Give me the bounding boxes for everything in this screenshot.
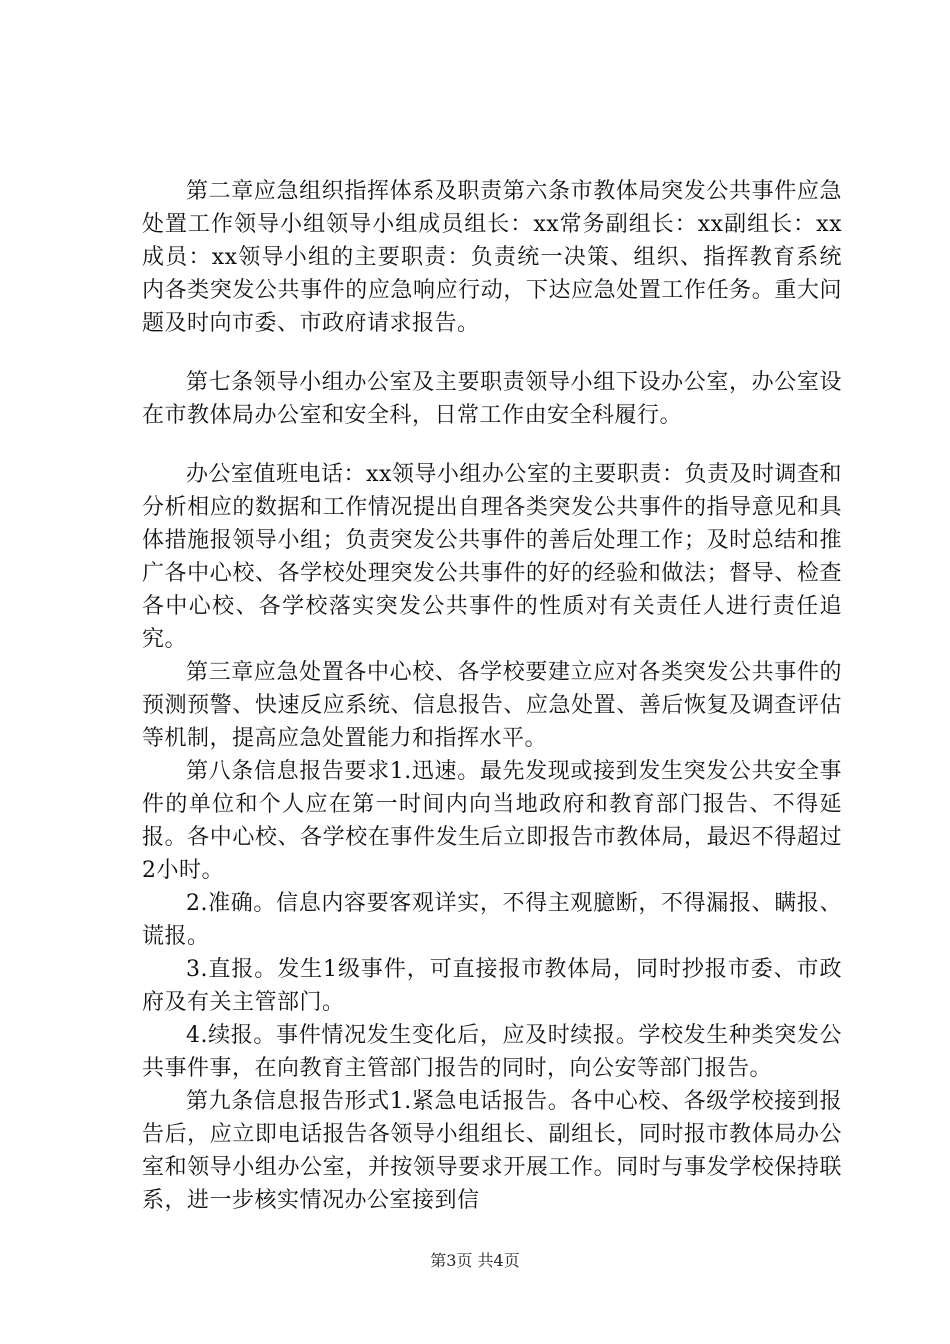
paragraph-item-4: 4.续报。事件情况发生变化后，应及时续报。学校发生种类突发公共事件事，在向教育主管部门报告的同时，向公安等部门报告。: [142, 1023, 842, 1081]
paragraph-article-7: 第七条领导小组办公室及主要职责领导小组下设办公室，办公室设在市教体局办公室和安全科，日常工作由安全科履行。: [142, 370, 842, 428]
paragraph-chapter-3: 第三章应急处置各中心校、各学校要建立应对各类突发公共事件的预测预警、快速反应系统、信息报告、应急处置、善后恢复及调查评估等机制，提高应急处置能力和指挥水平。: [142, 660, 842, 751]
paragraph-article-9: 第九条信息报告形式1.紧急电话报告。各中心校、各级学校接到报告后，应立即电话报告各领导小组组长、副组长，同时报市教体局办公室和领导小组办公室，并按领导要求开展工作。同时与事发学校保持联系，进一步核实情况办公室接到信: [142, 1089, 842, 1213]
paragraph-item-2: 2.准确。信息内容要客观详实，不得主观臆断，不得漏报、瞒报、谎报。: [142, 891, 842, 949]
paragraph-office-duties: 办公室值班电话：xx领导小组办公室的主要职责：负责及时调查和分析相应的数据和工作情况提出自理各类突发公共事件的指导意见和具体措施报领导小组；负责突发公共事件的善后处理工作；及时总结和推广各中心校、各学校处理突发公共事件的好的经验和做法；督导、检查各中心校、各学校落实突发公共事件的性质对有关责任人进行责任追究。: [142, 462, 842, 652]
paragraph-article-8: 第八条信息报告要求1.迅速。最先发现或接到发生突发公共安全事件的单位和个人应在第一时间内向当地政府和教育部门报告、不得延报。各中心校、各学校在事件发生后立即报告市教体局，最迟不得超过2小时。: [142, 759, 842, 883]
document-body: [142, 175, 842, 1217]
paragraph-item-3: 3.直报。发生1级事件，可直接报市教体局，同时抄报市委、市政府及有关主管部门。: [142, 957, 842, 1015]
paragraph-chapter-2: 第二章应急组织指挥体系及职责第六条市教体局突发公共事件应急处置工作领导小组领导小组成员组长：xx常务副组长：xx副组长：xx成员：xx领导小组的主要职责：负责统一决策、组织、指挥教育系统内各类突发公共事件的应急响应行动，下达应急处置工作任务。重大问题及时向市委、市政府请求报告。: [142, 179, 842, 336]
page-number-footer: 第3页 共4页: [430, 1251, 520, 1270]
